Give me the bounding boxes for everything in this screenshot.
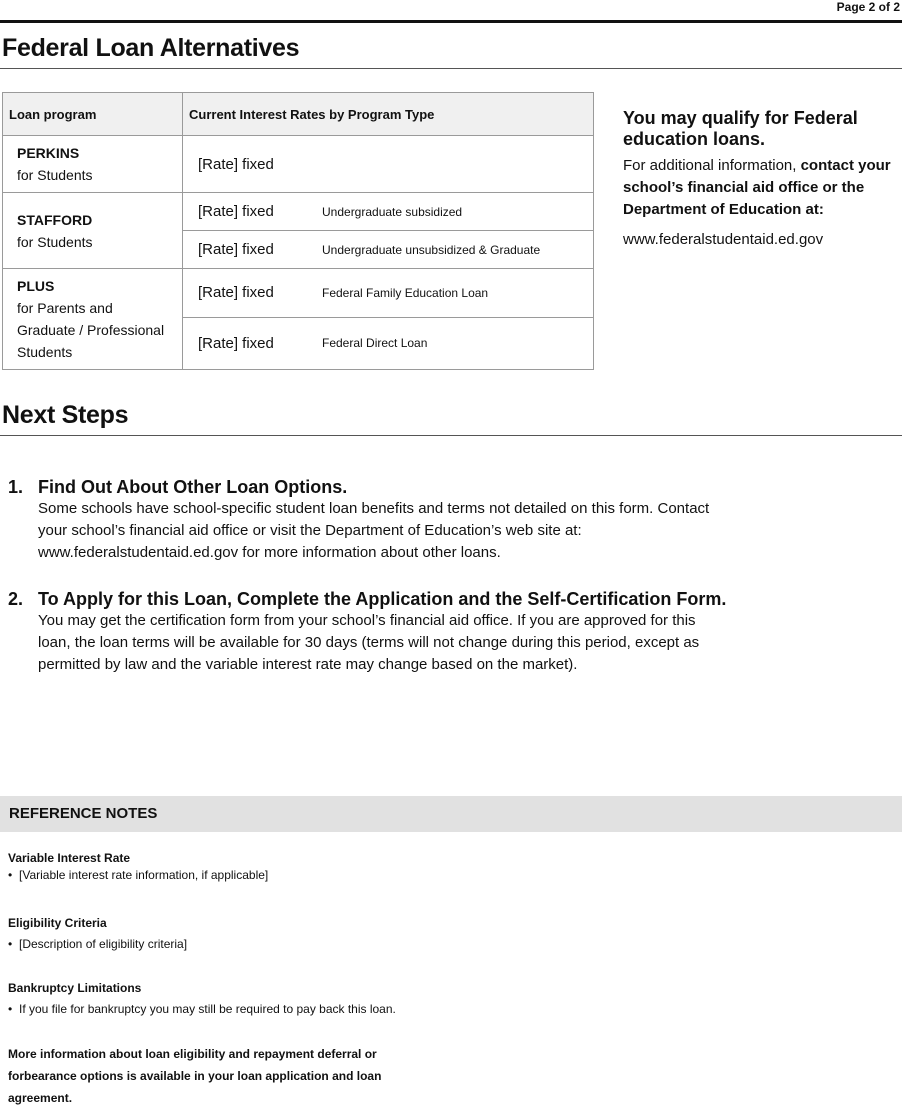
note-bullet-text: [Variable interest rate information, if applicable]	[19, 868, 269, 882]
bullet-icon: •	[8, 937, 13, 951]
stafford-rate-cell-2	[183, 231, 594, 269]
step-body-1	[38, 498, 898, 564]
page-number: Page 2 of 2	[836, 0, 900, 14]
col-rates-header: Current Interest Rates by Program Type	[183, 93, 594, 136]
next-steps-rule	[0, 435, 902, 436]
note-heading: Bankruptcy Limitations	[8, 981, 142, 995]
note-variable-rate	[8, 851, 458, 882]
qualify-callout	[623, 108, 893, 248]
col-program-header: Loan program	[3, 93, 183, 136]
plus-sub-1: for Parents and	[17, 300, 113, 316]
reference-notes-title: REFERENCE NOTES	[9, 805, 158, 822]
note-bullet-text: If you file for bankruptcy you may still be required to pay back this loan.	[19, 1002, 396, 1016]
step-number-2: 2.	[8, 589, 24, 609]
plus-desc-2: Federal Direct Loan	[322, 336, 428, 351]
next-steps-title: Next Steps	[2, 401, 129, 429]
note-eligibility	[8, 916, 458, 951]
plus-name: PLUS	[17, 278, 55, 294]
closing-line: More information about loan eligibility and repayment deferral or	[8, 1047, 377, 1061]
qualify-lead: For additional information,	[623, 157, 801, 174]
plus-sub-2: Graduate / Professional	[17, 322, 165, 338]
qualify-bold: contact your school’s financial aid office or the Department of Education at:	[623, 157, 891, 218]
closing-note	[8, 1043, 448, 1109]
perkins-rate: [Rate] fixed	[198, 155, 274, 173]
note-heading: Variable Interest Rate	[8, 851, 131, 865]
perkins-rate-cell	[183, 136, 594, 193]
stafford-rate-2: [Rate] fixed	[198, 241, 274, 258]
stafford-desc-1: Undergraduate subsidized	[322, 204, 463, 219]
perkins-name: PERKINS	[17, 145, 80, 161]
stafford-rate-cell-1	[183, 193, 594, 231]
step-2-line: loan, the loan terms will be available for 30 days (terms will not change during this period, except as	[38, 634, 700, 651]
stafford-desc-2: Undergraduate unsubsidized & Graduate	[322, 242, 541, 257]
step-item-1	[8, 477, 898, 564]
plus-rate-2: [Rate] fixed	[198, 334, 274, 352]
table-row	[3, 269, 594, 318]
plus-rate-1: [Rate] fixed	[198, 284, 274, 302]
federal-section-title: Federal Loan Alternatives	[2, 34, 300, 62]
step-1-line: your school’s financial aid office or visit the Department of Education’s web site at:	[38, 522, 582, 539]
plus-rate-cell-2	[183, 317, 594, 369]
reference-notes-bar	[0, 796, 902, 832]
closing-line: forbearance options is available in your loan application and loan	[8, 1069, 382, 1083]
qualify-body	[623, 155, 893, 221]
step-item-2	[8, 589, 898, 676]
note-heading: Eligibility Criteria	[8, 916, 107, 930]
note-bullet-text: [Description of eligibility criteria]	[19, 937, 188, 951]
plus-rate-cell-1	[183, 269, 594, 318]
note-bankruptcy	[8, 981, 458, 1016]
stafford-rate-1: [Rate] fixed	[198, 203, 274, 220]
table-row	[3, 193, 594, 231]
table-row	[3, 136, 594, 193]
table-header-row	[3, 93, 594, 136]
closing-line: agreement.	[8, 1091, 73, 1105]
stafford-name: STAFFORD	[17, 211, 93, 228]
step-1-line: www.federalstudentaid.ed.gov for more information about other loans.	[38, 544, 501, 561]
qualify-heading: You may qualify for Federal education loans.	[623, 108, 858, 149]
step-2-line: permitted by law and the variable interest rate may change based on the market).	[38, 656, 578, 673]
step-body-2	[38, 610, 898, 676]
loan-program-table	[2, 92, 594, 370]
top-rule	[0, 20, 902, 23]
step-heading-1: Find Out About Other Loan Options.	[38, 477, 348, 497]
stafford-sub: for Students	[17, 233, 93, 250]
bullet-icon: •	[8, 868, 13, 882]
step-heading-2: To Apply for this Loan, Complete the Application and the Self-Certification Form.	[38, 589, 727, 609]
bullet-icon: •	[8, 1002, 13, 1016]
step-1-line: Some schools have school-specific student loan benefits and terms not detailed on this form. Contact	[38, 500, 710, 517]
perkins-sub: for Students	[17, 167, 93, 183]
perkins-program-cell	[3, 136, 183, 193]
step-2-line: You may get the certification form from your school’s financial aid office. If you are approved for this	[38, 612, 696, 629]
plus-desc-1: Federal Family Education Loan	[322, 285, 489, 300]
qualify-url-link[interactable]: www.federalstudentaid.ed.gov	[623, 231, 824, 248]
federal-section-rule	[0, 68, 902, 69]
stafford-program-cell	[3, 193, 183, 269]
plus-sub-3: Students	[17, 344, 73, 360]
plus-program-cell	[3, 269, 183, 370]
step-number-1: 1.	[8, 477, 24, 497]
